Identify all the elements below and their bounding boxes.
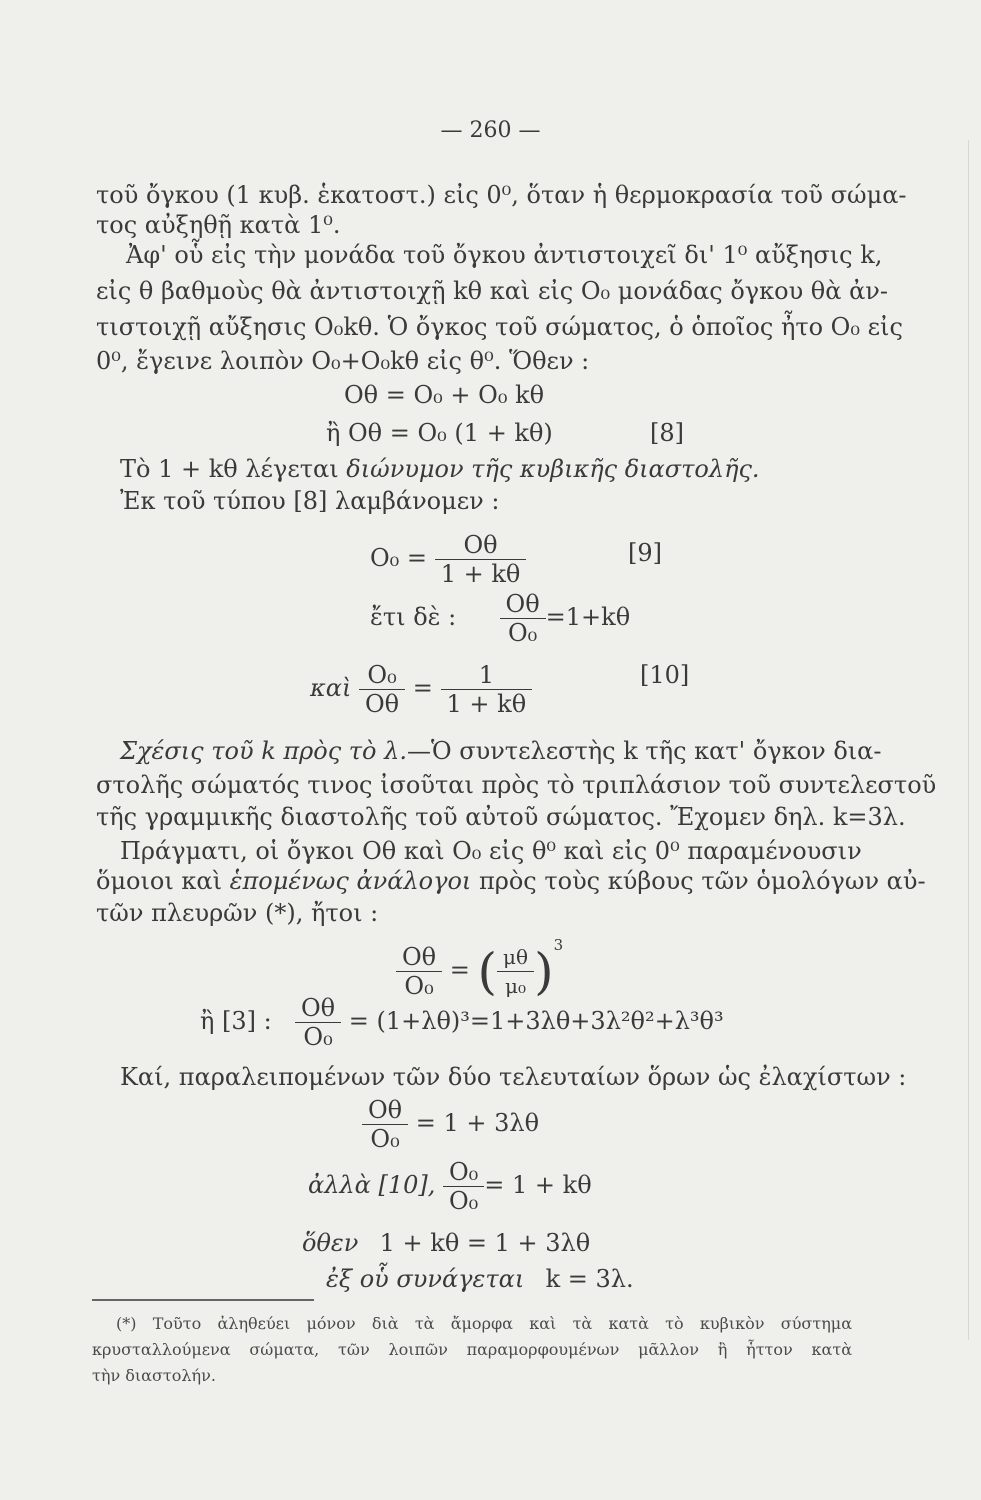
paragraph-1-line-2: τος αὐξηθῇ κατὰ 1⁰. <box>96 211 341 239</box>
paragraph-3-line-2: στολῆς σώματός τινος ἰσοῦται πρὸς τὸ τριπλάσιον τοῦ συντελεστοῦ <box>96 771 937 799</box>
equation-e-numerator: Oθ <box>362 1096 408 1125</box>
equation-g-rhs: 1 + kθ = 1 + 3λθ <box>379 1229 591 1257</box>
page-number: — 260 — <box>440 118 541 143</box>
equation-10-tag: [10] <box>640 661 690 689</box>
equation-e-denominator: O₀ <box>370 1125 400 1153</box>
equation-2: ἢ Oθ = O₀ (1 + kθ) <box>326 419 553 447</box>
equation-b <box>370 590 630 647</box>
page-edge-line <box>968 140 969 1340</box>
equation-e <box>362 1096 539 1153</box>
equation-d-fraction <box>295 994 341 1051</box>
equation-f-numerator: O₀ <box>443 1158 484 1187</box>
paragraph-1-line-1: τοῦ ὄγκου (1 κυβ. ἑκατοστ.) εἰς 0⁰, ὅταν ἡ θερμοκρασία τοῦ σώμα- <box>96 181 907 209</box>
equation-c-right-paren: ) <box>534 942 554 1001</box>
equation-9-fraction <box>435 531 527 588</box>
paragraph-2-line-2: εἰς θ βαθμοὺς θὰ ἀντιστοιχῇ kθ καὶ εἰς O₀ μονάδας ὄγκου θὰ ἀν- <box>96 277 888 305</box>
equation-1: Oθ = O₀ + O₀ kθ <box>344 381 545 409</box>
footnote-line-2: κρυσταλλούμενα σώματα, τῶν λοιπῶν παραμορφουμένων μᾶλλον ἢ ἧττον κατὰ <box>92 1340 852 1359</box>
footnote-line-3: τὴν διαστολήν. <box>92 1366 216 1385</box>
equation-d-denominator: O₀ <box>303 1023 333 1051</box>
paragraph-4-line-3: τῶν πλευρῶν (*), ἤτοι : <box>96 899 379 927</box>
equation-e-fraction <box>362 1096 408 1153</box>
equation-c-left-paren: ( <box>477 942 498 1001</box>
equation-10-numerator-2: 1 <box>441 661 533 690</box>
equation-c-inner-fraction <box>497 943 534 1000</box>
equation-d <box>200 994 724 1051</box>
equation-g-prefix: ὅθεν <box>302 1229 359 1257</box>
equation-2-tag: [8] <box>650 419 684 447</box>
equation-c-denominator: O₀ <box>404 972 434 1000</box>
equation-10-prefix: καὶ <box>310 674 352 702</box>
equation-10-equals: = <box>412 674 433 702</box>
equation-10-numerator-1: O₀ <box>359 661 405 690</box>
paragraph-3-line-3: τῆς γραμμικῆς διαστολῆς τοῦ αὐτοῦ σώματος. Ἔχομεν δηλ. k=3λ. <box>96 803 906 831</box>
paragraph-4-line-1: Πράγματι, οἱ ὄγκοι Oθ καὶ O₀ εἰς θ⁰ καὶ εἰς 0⁰ παραμένουσιν <box>120 837 862 865</box>
equation-10-fraction-1 <box>359 661 405 718</box>
equation-h-prefix: ἐξ οὗ συνάγεται <box>326 1265 525 1293</box>
paragraph-3-line-1-rest: —Ὁ συντελεστὴς k τῆς κατ' ὄγκον δια- <box>406 737 882 765</box>
definition-prefix: Τὸ 1 + kθ λέγεται <box>120 455 347 483</box>
equation-f-fraction <box>443 1158 484 1215</box>
equation-b-prefix: ἔτι δὲ : <box>370 603 457 631</box>
equation-b-rhs: =1+kθ <box>545 603 631 631</box>
paragraph-4-line-2-start: ὅμοιοι καὶ <box>96 867 230 895</box>
equation-c-exponent: 3 <box>553 936 564 954</box>
paragraph-4-line-2-italic: ἑπομένως ἀνάλογοι <box>229 867 472 895</box>
footnote-line-1: (*) Τοῦτο ἀληθεύει μόνον διὰ τὰ ἄμορφα καὶ τὰ κατὰ τὸ κυβικὸν σύστημα <box>116 1314 852 1333</box>
equation-c-equals: = <box>449 956 470 984</box>
equation-f-rhs: = 1 + kθ <box>484 1171 592 1199</box>
equation-c-inner-numerator: μθ <box>497 943 534 972</box>
paragraph-2-line-3: τιστοιχῇ αὔξησις O₀kθ. Ὁ ὄγκος τοῦ σώματος, ὁ ὁποῖος ἦτο O₀ εἰς <box>96 313 903 341</box>
equation-f <box>308 1158 592 1215</box>
equation-f-denominator: O₀ <box>449 1187 479 1215</box>
footnote-divider <box>92 1299 314 1301</box>
equation-b-fraction <box>500 590 546 647</box>
paragraph-5: Καί, παραλειπομένων τῶν δύο τελευταίων ὅρων ὡς ἐλαχίστων : <box>120 1063 907 1091</box>
equation-9-lhs: O₀ = <box>370 544 428 572</box>
paragraph-3-line-1 <box>120 736 882 766</box>
equation-f-prefix: ἀλλὰ [10], <box>308 1171 436 1199</box>
equation-10 <box>310 661 532 718</box>
equation-b-numerator: Oθ <box>500 590 546 619</box>
equation-d-prefix: ἢ [3] : <box>200 1007 272 1035</box>
equation-b-denominator: O₀ <box>507 619 538 647</box>
equation-c-inner-denominator: μ₀ <box>505 974 527 998</box>
equation-d-rhs: = (1+λθ)³=1+3λθ+3λ²θ²+λ³θ³ <box>348 1007 724 1035</box>
paragraph-2-line-4: 0⁰, ἔγεινε λοιπὸν O₀+O₀kθ εἰς θ⁰. Ὅθεν : <box>96 347 590 375</box>
from-formula-8: Ἐκ τοῦ τύπου [8] λαμβάνομεν : <box>120 487 500 515</box>
equation-h-rhs: k = 3λ. <box>545 1265 634 1293</box>
definition-line <box>120 454 760 484</box>
section-title-k-lambda: Σχέσις τοῦ k πρὸς τὸ λ. <box>120 737 407 765</box>
equation-10-denominator-2: 1 + kθ <box>446 690 527 718</box>
equation-10-denominator-1: Oθ <box>365 690 400 718</box>
equation-c-numerator: Oθ <box>396 943 442 972</box>
equation-9-denominator: 1 + kθ <box>440 560 521 588</box>
equation-9-numerator: Oθ <box>435 531 527 560</box>
equation-c <box>396 930 563 1000</box>
equation-9-tag: [9] <box>628 539 662 567</box>
equation-d-numerator: Oθ <box>295 994 341 1023</box>
equation-e-rhs: = 1 + 3λθ <box>415 1109 540 1137</box>
paragraph-4-line-2 <box>96 866 926 896</box>
equation-9 <box>370 531 526 588</box>
paragraph-2-line-1: Ἀφ' οὗ εἰς τὴν μονάδα τοῦ ὄγκου ἀντιστοιχεῖ δι' 1⁰ αὔξησις k, <box>126 241 883 269</box>
equation-10-fraction-2 <box>441 661 533 718</box>
equation-c-fraction <box>396 943 442 1000</box>
paragraph-4-line-2-end: πρὸς τοὺς κύβους τῶν ὁμολόγων αὐ- <box>471 867 926 895</box>
definition-italic: διώνυμον τῆς κυβικῆς διαστολῆς. <box>346 455 760 483</box>
equation-h <box>326 1264 634 1294</box>
equation-g <box>302 1228 590 1258</box>
